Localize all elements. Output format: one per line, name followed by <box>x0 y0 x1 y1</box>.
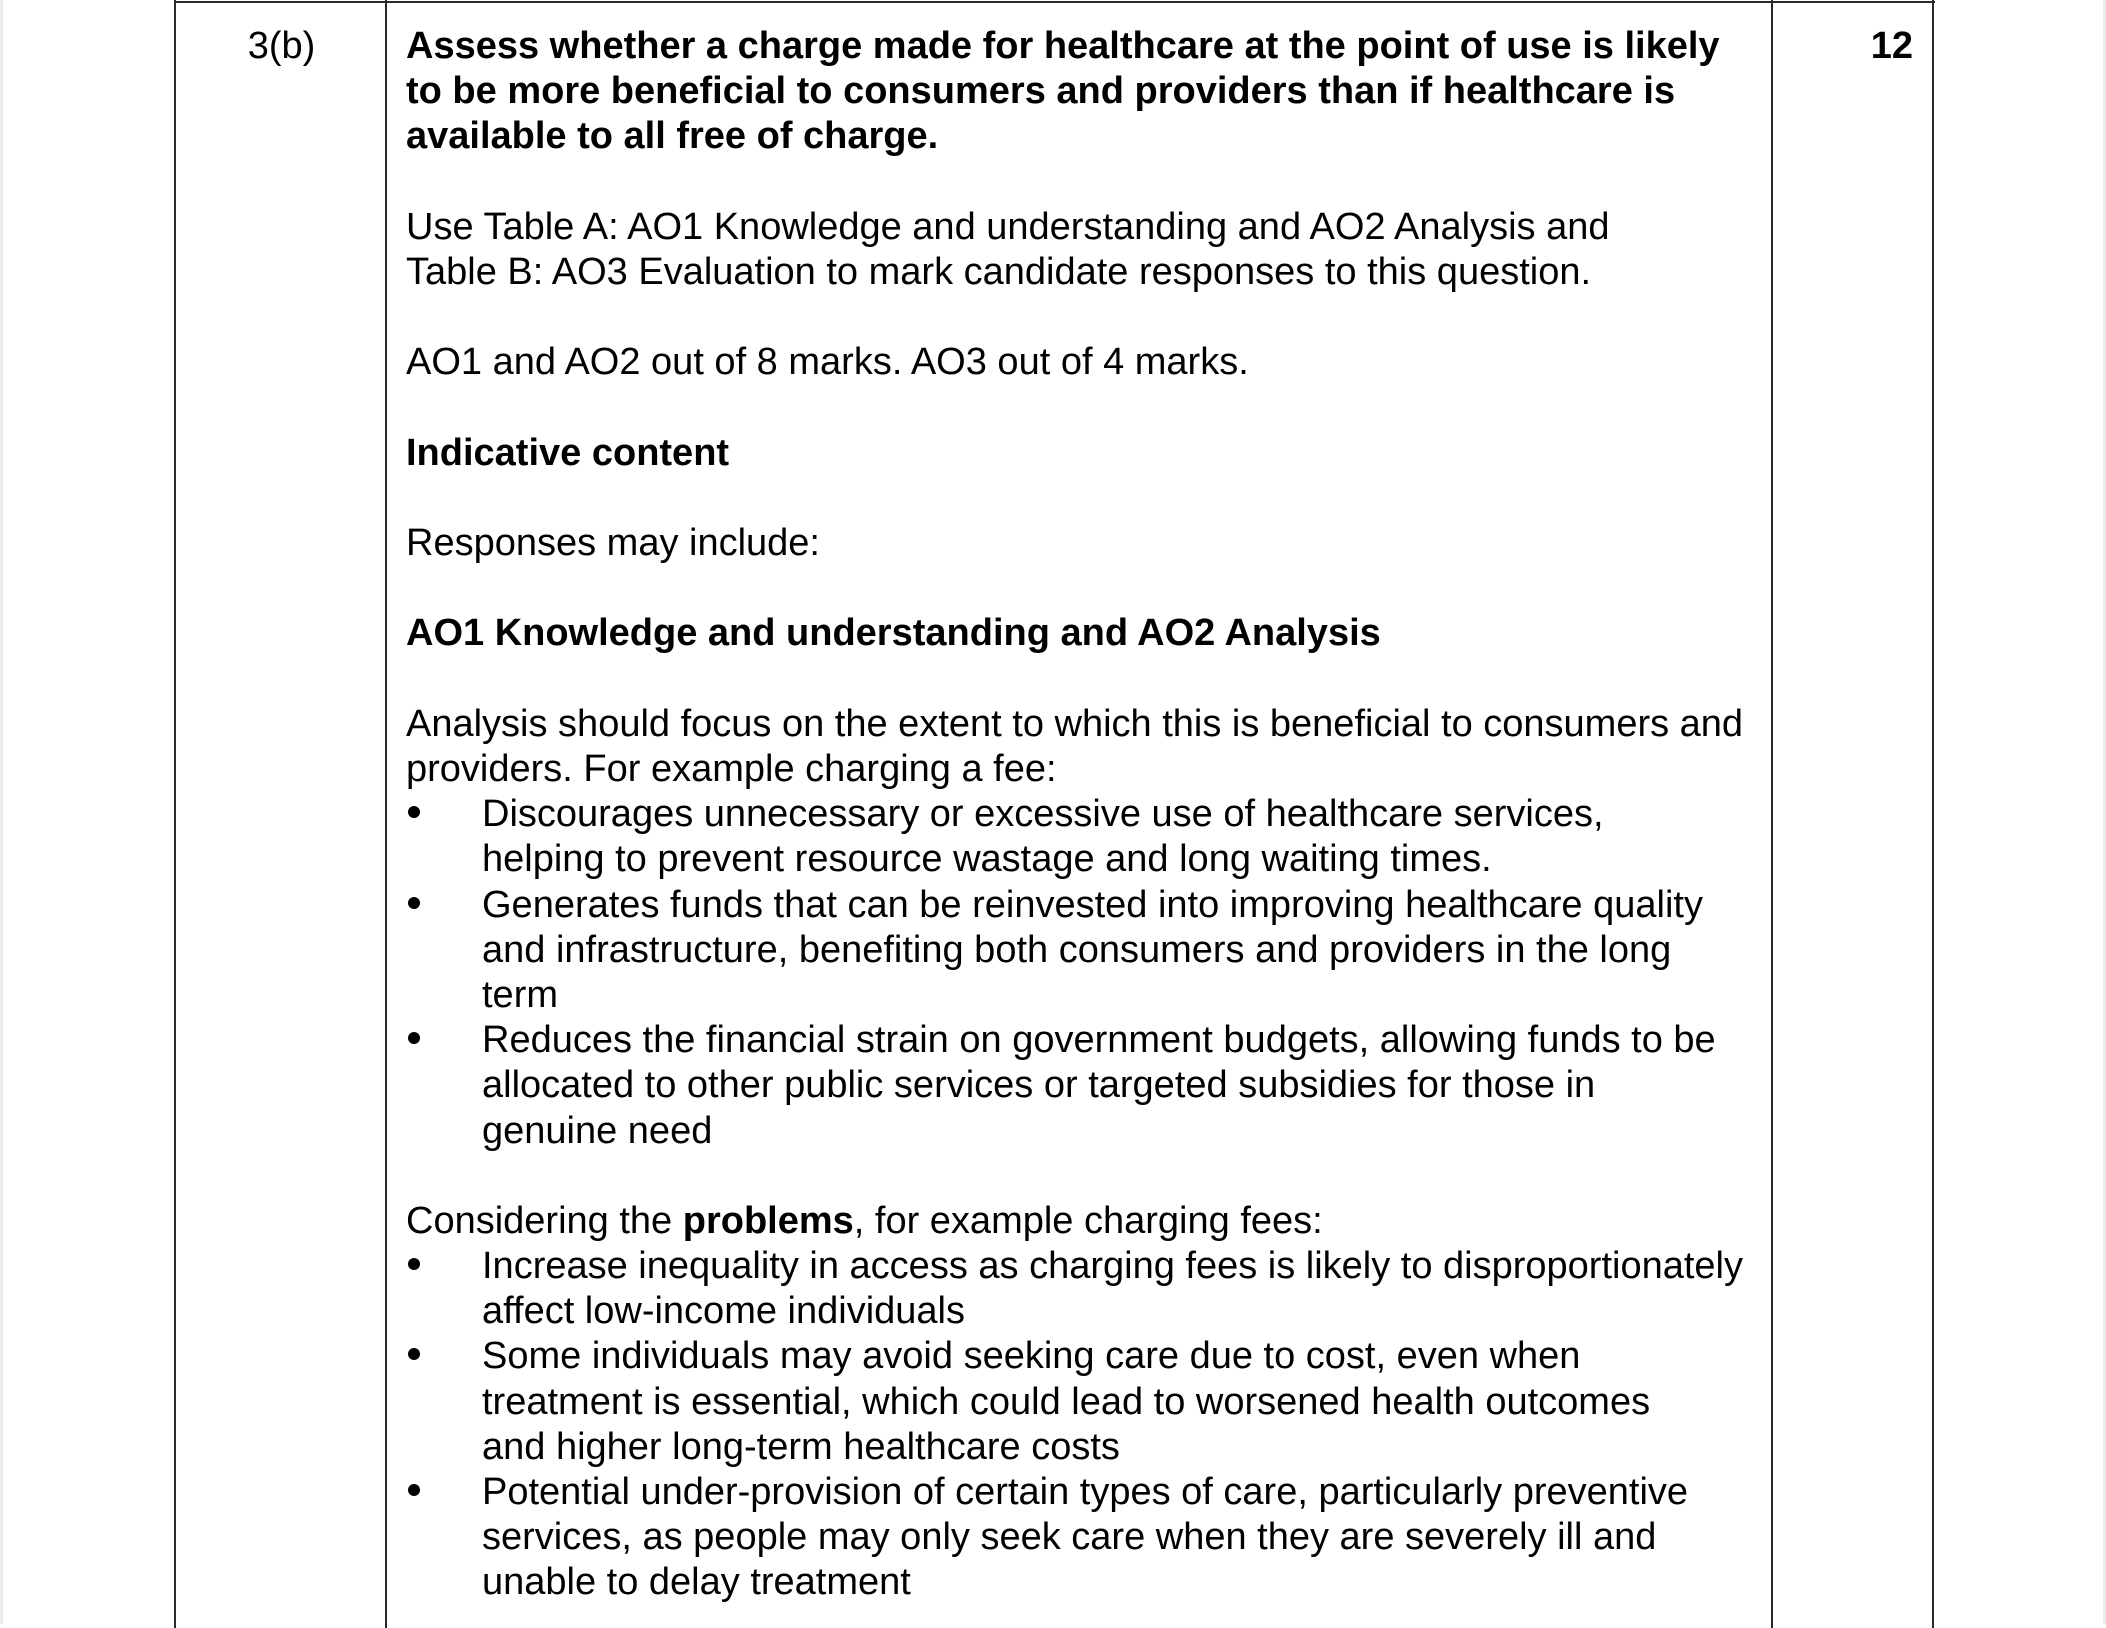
problems-list <box>406 1244 1772 1606</box>
question-text <box>406 24 1772 160</box>
list-item-line: genuine need <box>482 1109 713 1152</box>
spacer <box>406 566 1772 611</box>
problems-intro <box>406 1199 1772 1244</box>
list-item-line: unable to delay treatment <box>482 1561 911 1604</box>
list-item-line: Generates funds that can be reinvested into improving healthcare quality <box>482 883 1703 926</box>
list-item <box>406 1334 1772 1470</box>
question-line: available to all free of charge. <box>406 115 939 158</box>
question-number: 3(b) <box>247 25 316 67</box>
marks-cell <box>1774 24 1913 69</box>
table-top-border <box>175 1 1935 3</box>
list-item <box>406 792 1772 882</box>
list-item-line: Reduces the financial strain on government budgets, allowing funds to be <box>482 1019 1716 1062</box>
list-item-line: treatment is essential, which could lead to worsened health outcomes <box>482 1380 1651 1423</box>
bullet-icon <box>408 897 420 909</box>
spacer <box>406 476 1772 521</box>
table-border-left <box>174 0 176 1628</box>
list-item-line: and infrastructure, benefiting both consumers and providers in the long <box>482 928 1672 971</box>
bullet-icon <box>408 1348 420 1360</box>
benefits-list <box>406 792 1772 1154</box>
list-item-line: Increase inequality in access as charging fees is likely to disproportionately <box>482 1245 1743 1288</box>
list-item-line: helping to prevent resource wastage and long waiting times. <box>482 838 1492 881</box>
analysis-intro-line: Analysis should focus on the extent to which this is beneficial to consumers and <box>406 702 1744 745</box>
marks-value: 12 <box>1870 25 1913 67</box>
list-item-line: and higher long-term healthcare costs <box>482 1425 1120 1468</box>
list-item-line: Some individuals may avoid seeking care due to cost, even when <box>482 1335 1581 1378</box>
question-line: Assess whether a charge made for healthcare at the point of use is likely <box>406 25 1720 67</box>
instruction-line: Use Table A: AO1 Knowledge and understanding and AO2 Analysis and <box>406 205 1610 248</box>
bullet-icon <box>408 1484 420 1496</box>
spacer <box>406 1154 1772 1199</box>
mark-split: AO1 and AO2 out of 8 marks. AO3 out of 4 marks. <box>406 341 1249 384</box>
problems-intro-prefix: Considering the <box>406 1199 683 1242</box>
answer-content-cell <box>406 24 1772 1606</box>
analysis-intro <box>406 702 1772 792</box>
problems-intro-suffix: , for example charging fees: <box>853 1199 1323 1242</box>
spacer <box>406 160 1772 205</box>
spacer <box>406 295 1772 340</box>
list-item-line: term <box>482 973 558 1016</box>
indicative-content-heading: Indicative content <box>406 431 730 474</box>
page-edge-left <box>0 0 3 1624</box>
list-item-line: Discourages unnecessary or excessive use of healthcare services, <box>482 793 1604 836</box>
analysis-intro-line: providers. For example charging a fee: <box>406 748 1057 790</box>
marking-instructions <box>406 205 1772 295</box>
list-item <box>406 1018 1772 1154</box>
question-line: to be more beneficial to consumers and providers than if healthcare is <box>406 70 1676 113</box>
bullet-icon <box>408 1258 420 1270</box>
spacer <box>406 657 1772 702</box>
question-number-cell <box>177 24 386 69</box>
list-item <box>406 1244 1772 1334</box>
list-item <box>406 883 1772 1019</box>
bullet-icon <box>408 1032 420 1044</box>
bullet-icon <box>408 806 420 818</box>
table-border-question-divider <box>385 0 387 1628</box>
list-item-line: Potential under-provision of certain types of care, particularly preventive <box>482 1471 1689 1513</box>
problems-keyword: problems <box>682 1199 854 1242</box>
spacer <box>406 386 1772 431</box>
list-item-line: services, as people may only seek care when they are severely ill and <box>482 1516 1657 1559</box>
instruction-line: Table B: AO3 Evaluation to mark candidate responses to this question. <box>406 250 1592 293</box>
list-item-line: allocated to other public services or targeted subsidies for those in <box>482 1064 1596 1107</box>
list-item <box>406 1470 1772 1606</box>
list-item-line: affect low-income individuals <box>482 1290 965 1333</box>
table-border-right <box>1932 0 1934 1628</box>
responses-intro: Responses may include: <box>406 522 820 565</box>
ao-heading: AO1 Knowledge and understanding and AO2 Analysis <box>406 612 1381 655</box>
